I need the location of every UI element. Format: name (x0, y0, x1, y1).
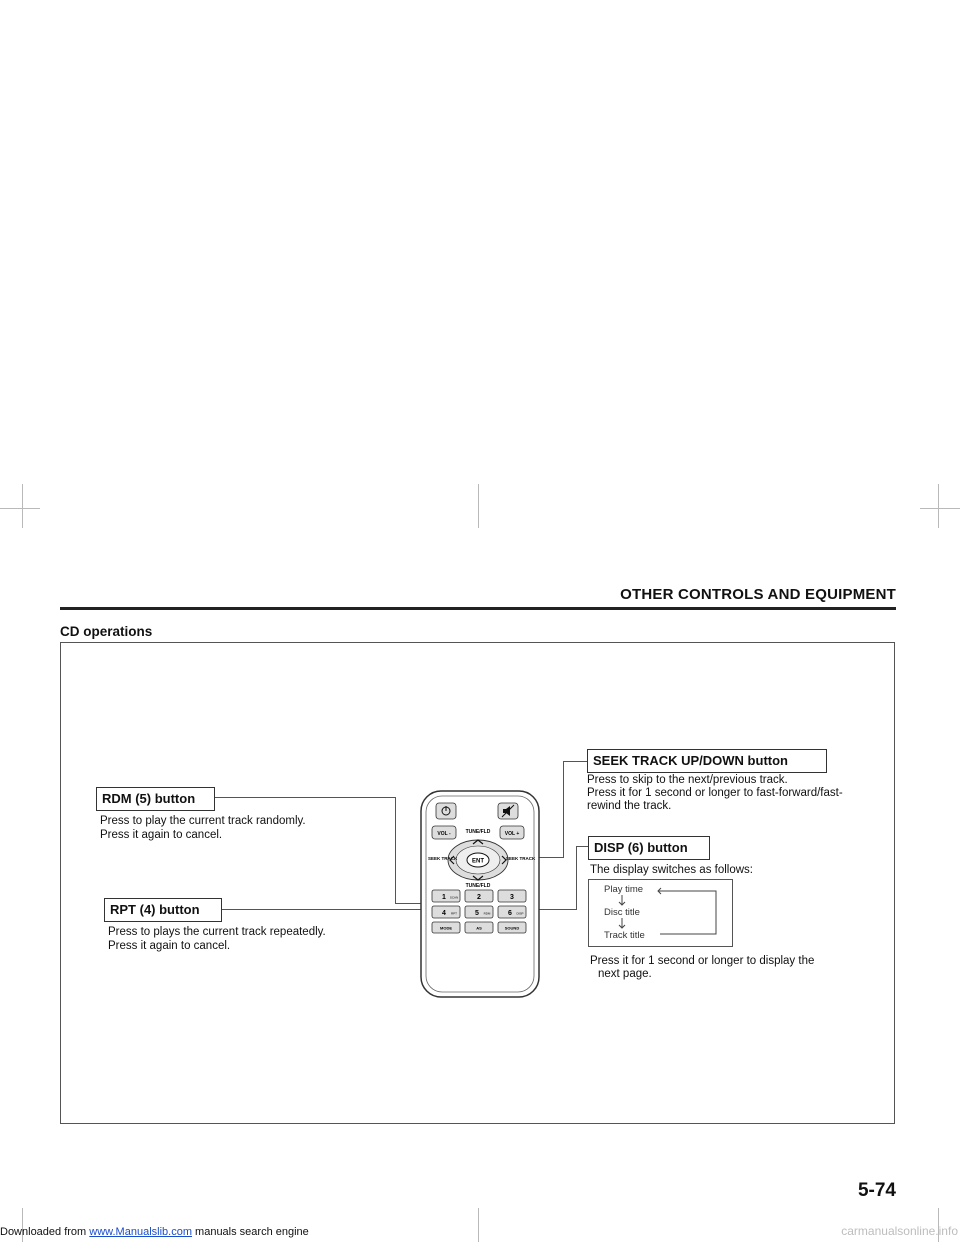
vol-up-label: VOL + (504, 831, 520, 837)
sequence-arrows (588, 879, 733, 947)
crop-mark (938, 484, 939, 528)
svg-text:AS: AS (476, 925, 482, 931)
sequence-step-track-title: Track title (604, 930, 645, 941)
source-link[interactable]: www.Manualslib.com (89, 1226, 192, 1238)
subheading: CD operations (60, 624, 153, 639)
svg-text:5: 5 (475, 910, 479, 917)
vol-up-button[interactable] (500, 826, 524, 839)
crop-mark (920, 508, 960, 509)
watermark: carmanualsonline.info (841, 1224, 958, 1238)
leader-line-disp (576, 846, 588, 847)
leader-line-rdm (215, 797, 395, 798)
leader-line-disp (576, 846, 577, 909)
rpt-callout-label: RPT (4) button (104, 898, 222, 922)
preset-1-button[interactable] (432, 890, 460, 902)
tune-fld-bottom-label: TUNE/FLD (465, 883, 491, 889)
disp-callout-label: DISP (6) button (588, 836, 710, 860)
rpt-description-line2: Press it again to cancel. (108, 940, 231, 952)
rpt-description-line1: Press to plays the current track repeatedly. (108, 926, 326, 938)
header-rule (60, 607, 896, 610)
ent-button[interactable] (467, 853, 489, 867)
seek-right-label: SEEK TRACK (506, 856, 536, 861)
disp-intro-text: The display switches as follows: (590, 864, 753, 876)
preset-3-button[interactable] (498, 890, 526, 902)
seek-description-line3: rewind the track. (587, 800, 672, 812)
leader-line-rpt (222, 909, 437, 910)
rpt-4-button[interactable] (432, 906, 460, 918)
steering-remote-control (420, 790, 540, 1000)
sequence-step-disc-title: Disc title (604, 907, 640, 918)
crop-mark (22, 484, 23, 528)
leader-line-seek (563, 761, 587, 762)
page-number: 5-74 (857, 1180, 896, 1201)
svg-text:MODE: MODE (440, 925, 452, 931)
svg-text:1: 1 (442, 894, 446, 901)
svg-text:SCAN: SCAN (449, 895, 459, 900)
svg-text:4: 4 (442, 910, 446, 917)
crop-mark (478, 484, 479, 528)
disp-note-line1: Press it for 1 second or longer to display the (590, 955, 815, 967)
svg-text:SOUND: SOUND (504, 925, 520, 931)
source-footer: Downloaded from www.Manualslib.com manuals search engine (0, 1226, 309, 1238)
seek-left-label: SEEK TRACK (428, 856, 458, 861)
crop-mark (478, 1208, 479, 1242)
power-button[interactable] (436, 803, 456, 819)
seek-callout-label: SEEK TRACK UP/DOWN button (587, 749, 827, 773)
rdm-callout-label: RDM (5) button (96, 787, 215, 811)
mode-button[interactable] (432, 922, 460, 933)
svg-text:3: 3 (510, 894, 514, 901)
leader-line-rdm (395, 797, 396, 903)
vol-down-button[interactable] (432, 826, 456, 839)
mute-button[interactable] (498, 803, 518, 819)
leader-line-seek (563, 761, 564, 857)
section-title: OTHER CONTROLS AND EQUIPMENT (620, 586, 896, 603)
seek-description-line1: Press to skip to the next/previous track. (587, 774, 788, 786)
sequence-step-play-time: Play time (604, 884, 644, 895)
disp-note-line2: next page. (598, 968, 652, 980)
as-button[interactable] (465, 922, 493, 933)
svg-text:6: 6 (508, 910, 512, 917)
svg-text:RDM: RDM (483, 911, 491, 916)
svg-text:2: 2 (477, 894, 481, 901)
rdm-description-line1: Press to play the current track randomly. (100, 815, 306, 827)
svg-text:DISP: DISP (516, 911, 524, 916)
svg-text:RPT: RPT (451, 911, 457, 916)
seek-description-line2: Press it for 1 second or longer to fast-forward/fast- (587, 787, 843, 799)
crop-mark (0, 508, 40, 509)
tune-fld-top-label: TUNE/FLD (465, 829, 491, 835)
vol-down-label: VOL - (437, 831, 451, 837)
rdm-5-button[interactable] (465, 906, 493, 918)
sound-button[interactable] (498, 922, 526, 933)
preset-2-button[interactable] (465, 890, 493, 902)
disp-6-button[interactable] (498, 906, 526, 918)
ent-label: ENT (472, 858, 484, 865)
rdm-description-line2: Press it again to cancel. (100, 829, 223, 841)
